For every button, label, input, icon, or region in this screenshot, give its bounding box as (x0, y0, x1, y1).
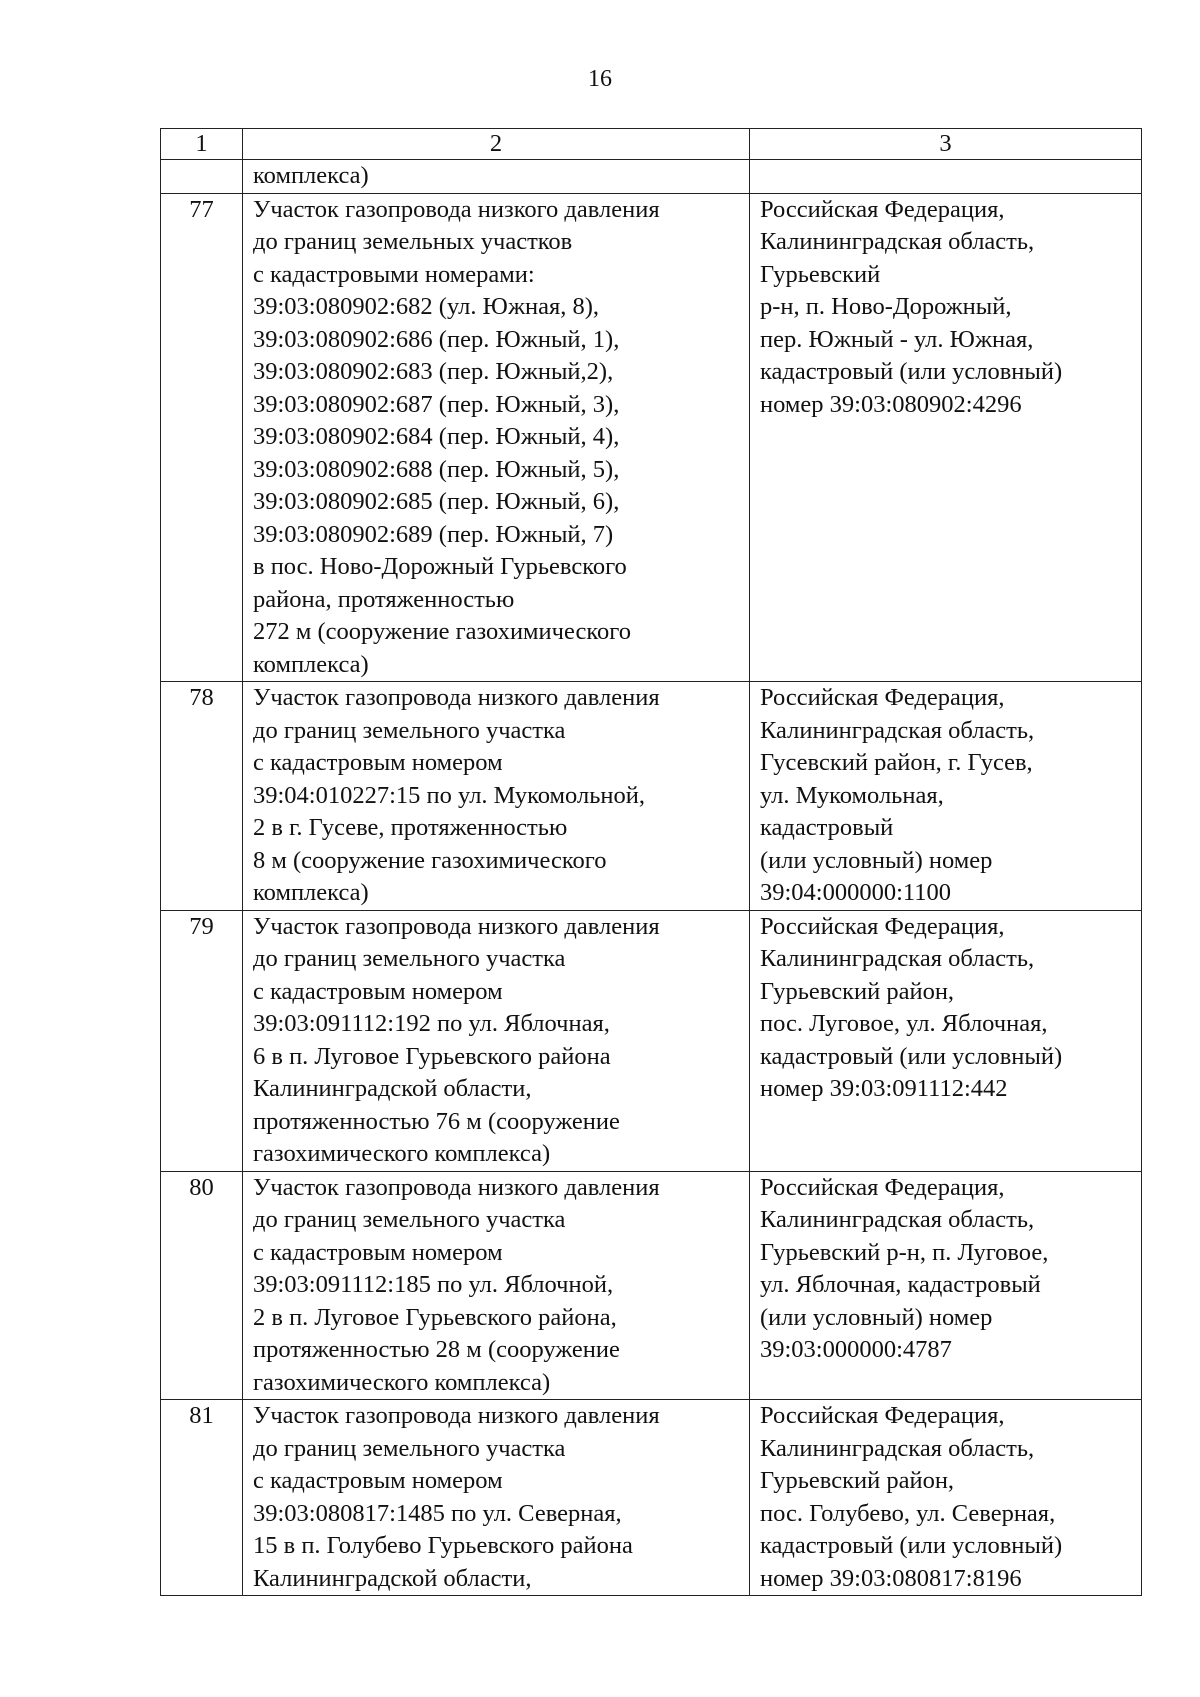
row-number (161, 160, 243, 194)
table-row (161, 910, 1142, 1171)
row-address: Российская Федерация, Калининградская область, Гурьевский р-н, п. Луговое, ул. Яблочная, кадастровый (или условный) номер 39:03:000000:4787 (750, 1171, 1142, 1400)
row-address: Российская Федерация, Калининградская область, Гурьевский район, пос. Голубево, ул. Северная, кадастровый (или условный) номер 39:03:080817:8196 (750, 1400, 1142, 1596)
table-row (161, 682, 1142, 911)
row-description: комплекса) (243, 160, 750, 194)
row-number: 78 (161, 682, 243, 911)
row-description: Участок газопровода низкого давления до границ земельного участка с кадастровым номером 39:03:091112:192 по ул. Яблочная, 6 в п. Луговое Гурьевского района Калининградской области, протяженностью 76 м (сооружение газохимического комплекса) (243, 910, 750, 1171)
column-header-address: 3 (750, 129, 1142, 160)
row-address: Российская Федерация, Калининградская область, Гурьевский р-н, п. Ново-Дорожный, пер. Южный - ул. Южная, кадастровый (или условный) номер 39:03:080902:4296 (750, 193, 1142, 682)
row-address (750, 160, 1142, 194)
row-address: Российская Федерация, Калининградская область, Гусевский район, г. Гусев, ул. Мукомольная, кадастровый (или условный) номер 39:04:000000:1100 (750, 682, 1142, 911)
row-description: Участок газопровода низкого давления до границ земельного участка с кадастровым номером 39:03:080817:1485 по ул. Северная, 15 в п. Голубево Гурьевского района Калининградской области, (243, 1400, 750, 1596)
objects-table (160, 128, 1142, 1596)
row-number: 81 (161, 1400, 243, 1596)
page-number: 16 (588, 66, 612, 92)
row-number: 79 (161, 910, 243, 1171)
row-number: 77 (161, 193, 243, 682)
row-address: Российская Федерация, Калининградская область, Гурьевский район, пос. Луговое, ул. Яблочная, кадастровый (или условный) номер 39:03:091112:442 (750, 910, 1142, 1171)
row-description: Участок газопровода низкого давления до границ земельного участка с кадастровым номером 39:03:091112:185 по ул. Яблочной, 2 в п. Луговое Гурьевского района, протяженностью 28 м (сооружение газохимического комплекса) (243, 1171, 750, 1400)
table-row (161, 1400, 1142, 1596)
row-description: Участок газопровода низкого давления до границ земельных участков с кадастровыми номерами: 39:03:080902:682 (ул. Южная, 8), 39:03:080902:686 (пер. Южный, 1), 39:03:080902:683 (пер. Южный,2), 39:03:080902:687 (пер. Южный, 3), 39:03:080902:684 (пер. Южный, 4), 39:03:080902:688 (пер. Южный, 5), 39:03:080902:685 (пер. Южный, 6), 39:03:080902:689 (пер. Южный, 7) в пос. Ново-Дорожный Гурьевского района, протяженностью 272 м (сооружение газохимического комплекса) (243, 193, 750, 682)
row-description: Участок газопровода низкого давления до границ земельного участка с кадастровым номером 39:04:010227:15 по ул. Мукомольной, 2 в г. Гусеве, протяженностью 8 м (сооружение газохимического комплекса) (243, 682, 750, 911)
row-number: 80 (161, 1171, 243, 1400)
table-row (161, 193, 1142, 682)
column-header-description: 2 (243, 129, 750, 160)
table-row-continuation (161, 160, 1142, 194)
table-header-row (161, 129, 1142, 160)
table-row (161, 1171, 1142, 1400)
column-header-number: 1 (161, 129, 243, 160)
